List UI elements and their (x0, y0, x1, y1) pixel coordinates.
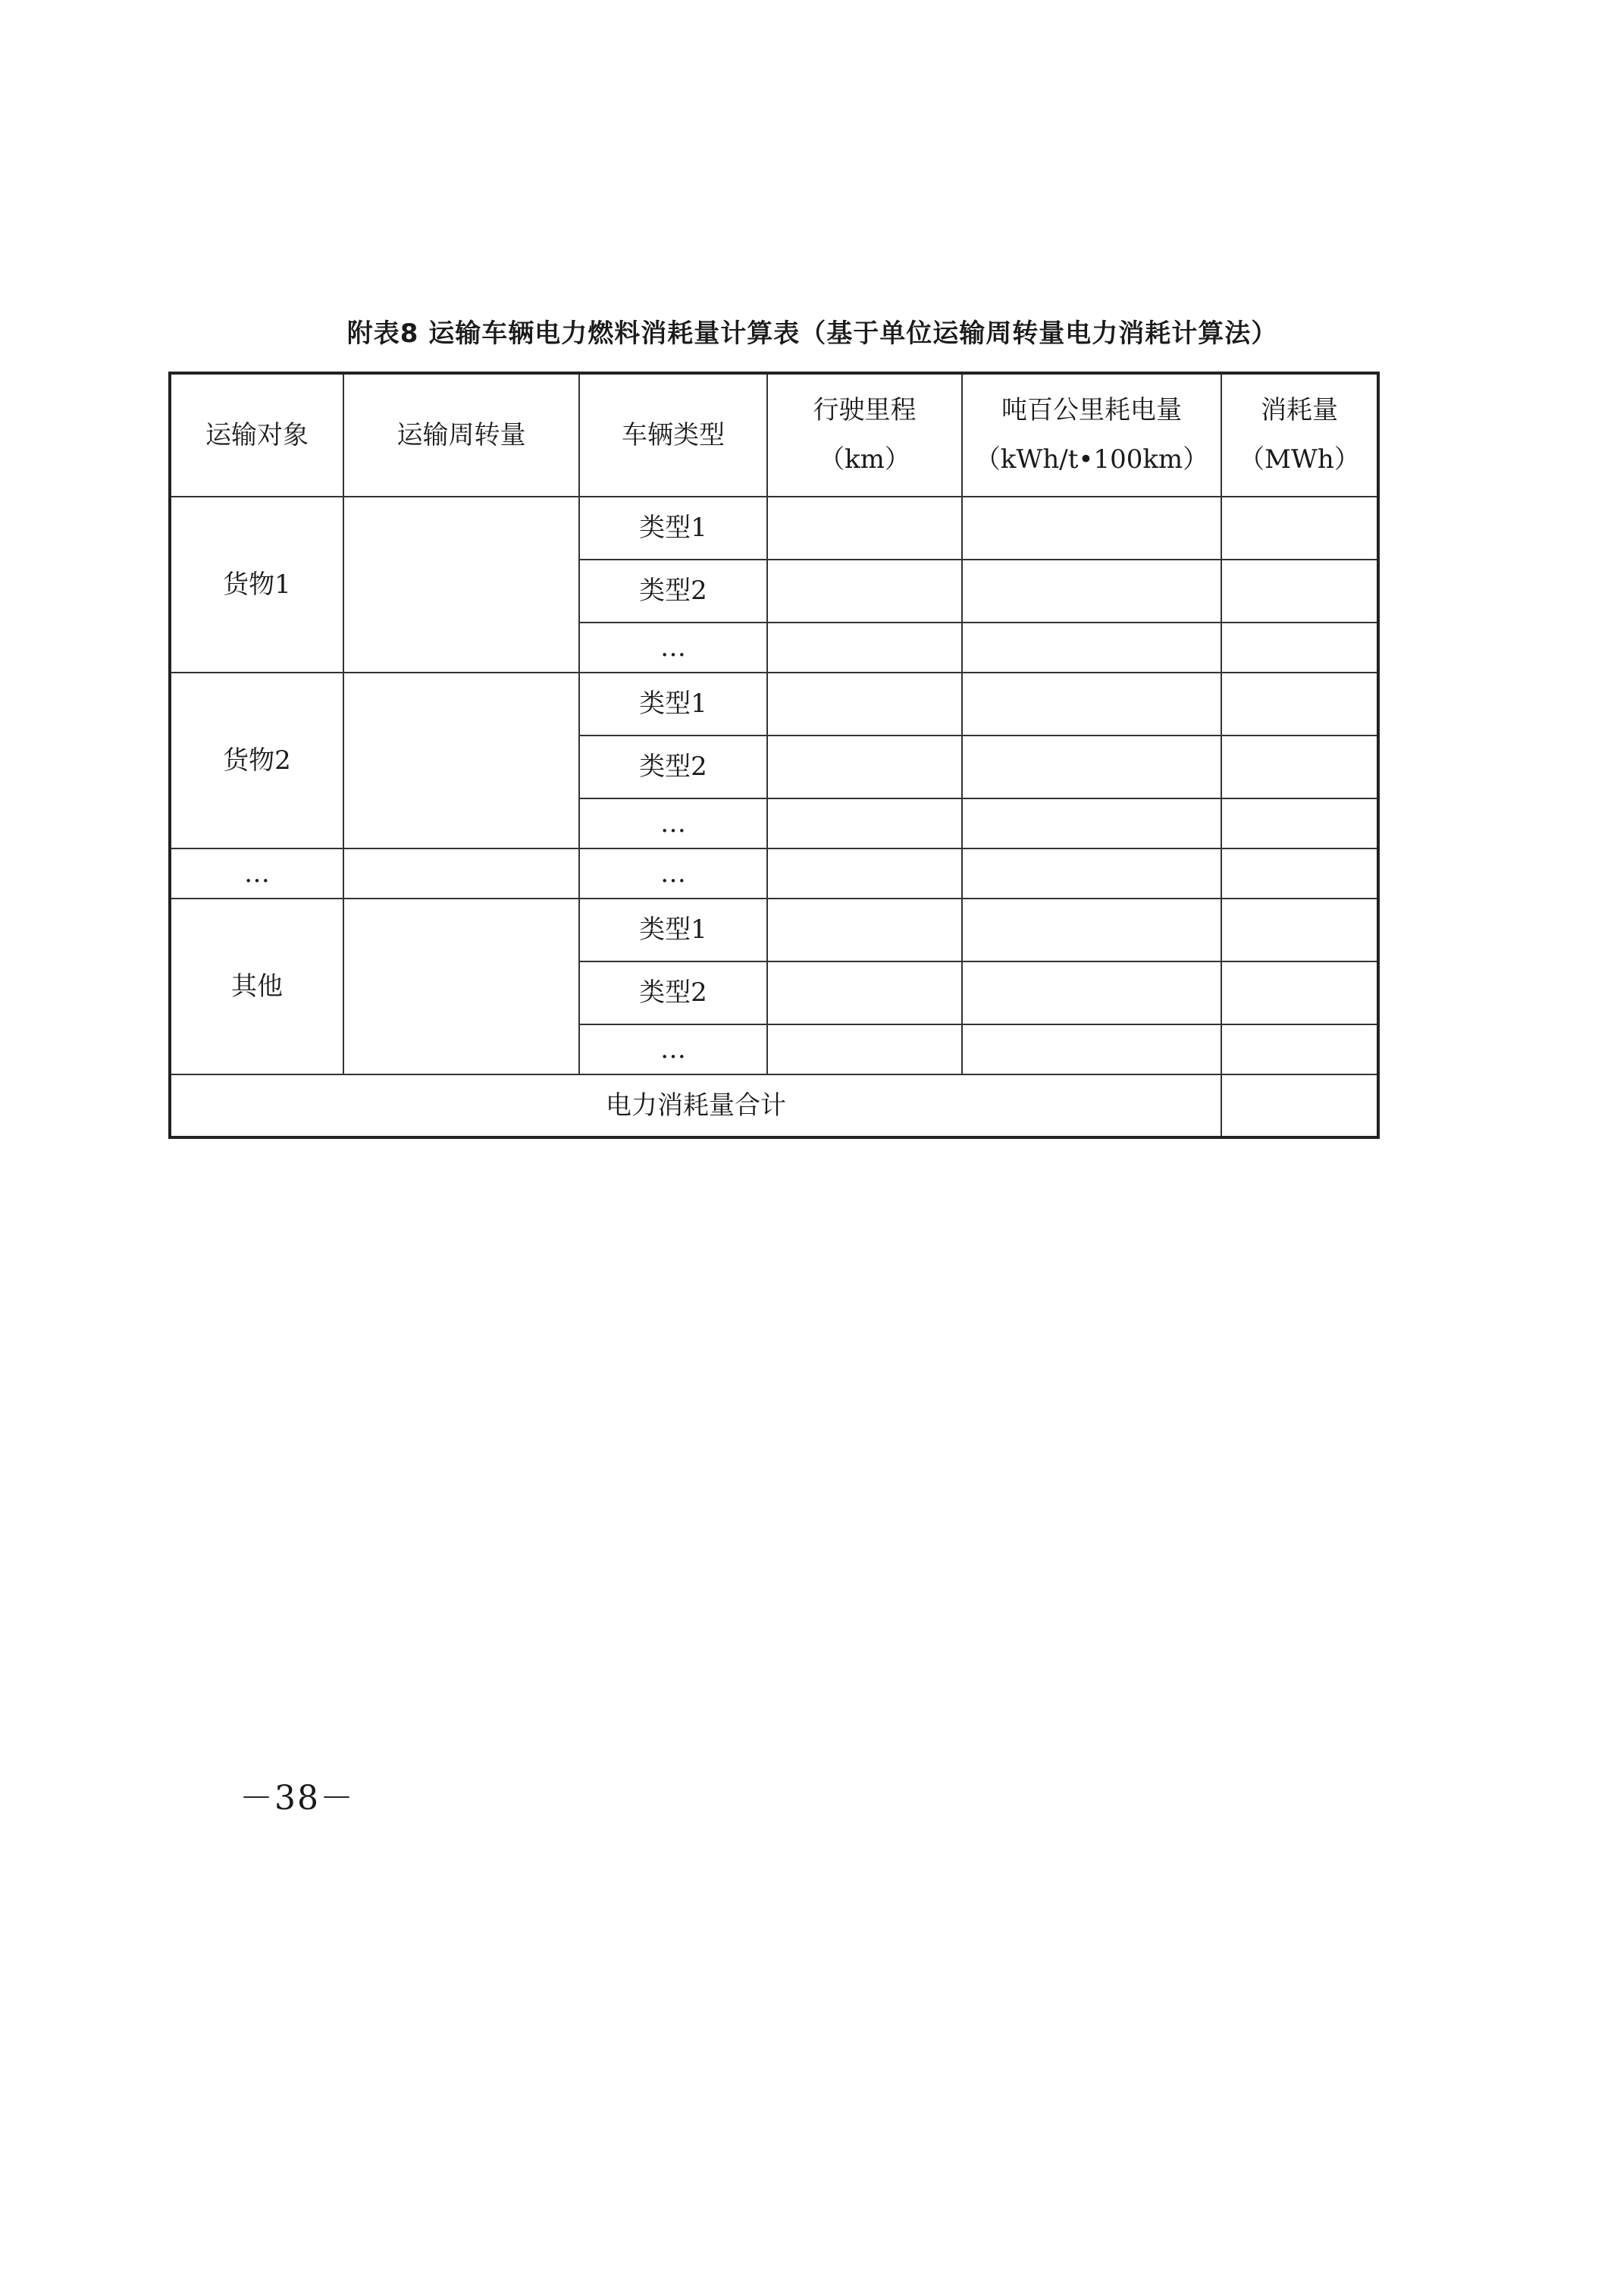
distance-cell (767, 497, 962, 560)
header-vehicle-type: 车辆类型 (579, 373, 767, 497)
distance-cell (767, 736, 962, 798)
header-distance-unit: （km） (819, 444, 910, 475)
rate-cell (962, 673, 1221, 736)
header-consumption-rate-label: 吨百公里耗电量 (1001, 395, 1182, 426)
table-row (170, 899, 1378, 961)
table-title: 附表8 运输车辆电力燃料消耗量计算表（基于单位运输周转量电力消耗计算法） (346, 318, 1278, 349)
table-row (170, 497, 1378, 560)
header-turnover: 运输周转量 (343, 373, 579, 497)
group-name-cell: 货物1 (170, 497, 343, 673)
header-consumption-rate-unit: （kWh/t•100km） (974, 444, 1209, 475)
header-consumption-unit: （MWh） (1239, 444, 1360, 475)
distance-cell (767, 899, 962, 961)
turnover-cell (343, 899, 579, 1074)
vehicle-type-cell: … (579, 848, 767, 899)
vehicle-type-cell: … (579, 1024, 767, 1074)
rate-cell (962, 623, 1221, 673)
electricity-consumption-table (168, 372, 1380, 1139)
vehicle-type-cell: … (579, 798, 767, 848)
vehicle-type-cell: 类型2 (579, 961, 767, 1024)
rate-cell (962, 848, 1221, 899)
header-distance-label: 行驶里程 (813, 395, 917, 426)
header-row (170, 373, 1378, 497)
vehicle-type-cell: 类型2 (579, 736, 767, 798)
group-name-cell: 货物2 (170, 673, 343, 848)
rate-cell (962, 798, 1221, 848)
turnover-cell (343, 673, 579, 848)
header-consumption (1221, 373, 1378, 497)
header-object: 运输对象 (170, 373, 343, 497)
consumption-cell (1221, 497, 1378, 560)
distance-cell (767, 673, 962, 736)
group-name-cell: 其他 (170, 899, 343, 1074)
distance-cell (767, 961, 962, 1024)
consumption-cell (1221, 736, 1378, 798)
consumption-cell (1221, 1024, 1378, 1074)
turnover-cell (343, 848, 579, 899)
consumption-cell (1221, 798, 1378, 848)
consumption-cell (1221, 848, 1378, 899)
header-consumption-label: 消耗量 (1261, 395, 1338, 426)
rate-cell (962, 899, 1221, 961)
rate-cell (962, 736, 1221, 798)
group-name-cell: … (170, 848, 343, 899)
rate-cell (962, 497, 1221, 560)
consumption-cell (1221, 899, 1378, 961)
table-row (170, 673, 1378, 736)
consumption-cell (1221, 623, 1378, 673)
rate-cell (962, 1024, 1221, 1074)
distance-cell (767, 798, 962, 848)
consumption-cell (1221, 961, 1378, 1024)
distance-cell (767, 1024, 962, 1074)
distance-cell (767, 560, 962, 623)
distance-cell (767, 848, 962, 899)
rate-cell (962, 560, 1221, 623)
page-number: －38－ (240, 1779, 355, 1818)
rate-cell (962, 961, 1221, 1024)
table-row (170, 848, 1378, 899)
distance-cell (767, 623, 962, 673)
vehicle-type-cell: 类型1 (579, 497, 767, 560)
total-label: 电力消耗量合计 (170, 1074, 1221, 1137)
total-row (170, 1074, 1378, 1137)
header-consumption-rate (962, 373, 1221, 497)
vehicle-type-cell: 类型2 (579, 560, 767, 623)
total-value-cell (1221, 1074, 1378, 1137)
vehicle-type-cell: 类型1 (579, 673, 767, 736)
consumption-cell (1221, 560, 1378, 623)
header-distance (767, 373, 962, 497)
vehicle-type-cell: … (579, 623, 767, 673)
consumption-cell (1221, 673, 1378, 736)
turnover-cell (343, 497, 579, 673)
vehicle-type-cell: 类型1 (579, 899, 767, 961)
